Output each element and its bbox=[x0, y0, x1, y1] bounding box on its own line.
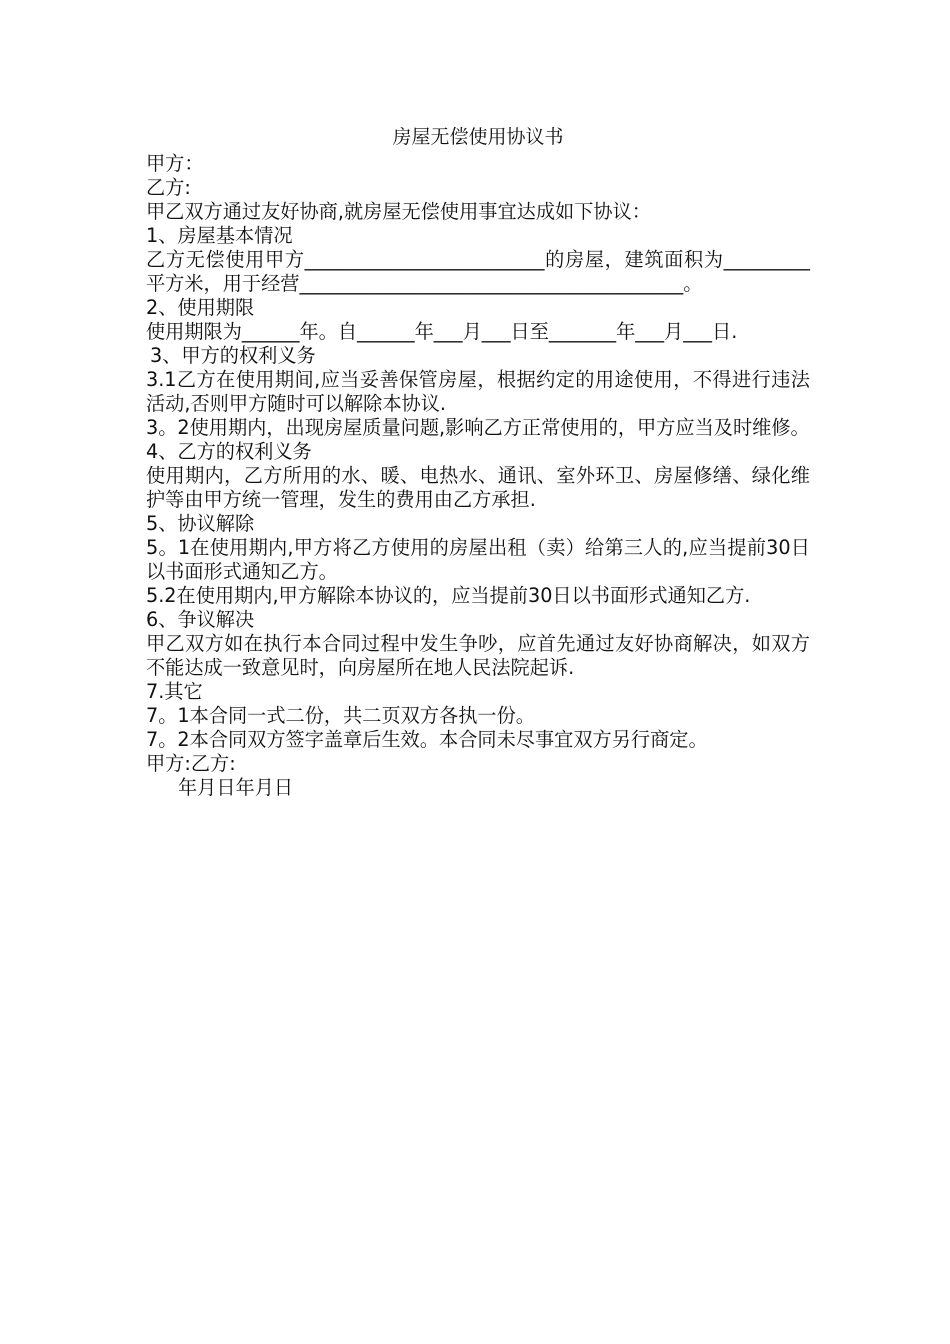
section-heading-2: 2、使用期限 bbox=[146, 296, 255, 319]
section-heading-4: 4、乙方的权利义务 bbox=[146, 440, 312, 463]
section-heading-6: 6、争议解决 bbox=[146, 608, 255, 631]
section-5-2-body: 5.2在使用期内,甲方解除本协议的，应当提前30日以书面形式通知乙方. bbox=[146, 584, 751, 607]
section-3-1-body: 3.1乙方在使用期间,应当妥善保管房屋，根据约定的用途使用，不得进行违法活动,否则甲方随时可以解除本协议. bbox=[146, 368, 810, 415]
section-heading-1: 1、房屋基本情况 bbox=[146, 224, 293, 247]
party-b-line: 乙方: bbox=[146, 176, 191, 199]
section-6-body: 甲乙双方如在执行本合同过程中发生争吵，应首先通过友好协商解决，如双方不能达成一致意见时，向房屋所在地人民法院起诉. bbox=[146, 632, 810, 679]
intro-line: 甲乙双方通过友好协商,就房屋无偿使用事宜达成如下协议： bbox=[146, 200, 651, 223]
section-7-1-body: 7。1本合同一式二份，共二页双方各执一份。 bbox=[146, 704, 535, 727]
section-2-body: 使用期限为______年。自______年___月___日至_______年___月___日. bbox=[146, 320, 738, 343]
signature-parties-line: 甲方:乙方: bbox=[146, 752, 236, 775]
section-3-2-body: 3。2使用期内，出现房屋质量问题,影响乙方正常使用的，甲方应当及时维修。 bbox=[146, 416, 810, 439]
section-4-body: 使用期内，乙方所用的水、暖、电热水、通讯、室外环卫、房屋修缮、绿化维护等由甲方统一管理，发生的费用由乙方承担. bbox=[146, 464, 810, 511]
signature-date-line: 年月日年月日 bbox=[178, 776, 294, 799]
section-1-body: 乙方无偿使用甲方_________________________的房屋，建筑面积为_________平方米，用于经营________________________________________。 bbox=[146, 248, 810, 295]
document-body bbox=[146, 124, 810, 800]
party-a-line: 甲方： bbox=[146, 152, 204, 175]
section-5-1-body: 5。1在使用期内,甲方将乙方使用的房屋出租（卖）给第三人的,应当提前30日以书面形式通知乙方。 bbox=[146, 536, 810, 583]
section-7-2-body: 7。2本合同双方签字盖章后生效。本合同未尽事宜双方另行商定。 bbox=[146, 728, 708, 751]
section-heading-5: 5、协议解除 bbox=[146, 512, 255, 535]
section-heading-3: 3、甲方的权利义务 bbox=[150, 344, 316, 367]
section-heading-7: 7.其它 bbox=[146, 680, 203, 703]
document-title: 房屋无偿使用协议书 bbox=[392, 126, 564, 148]
